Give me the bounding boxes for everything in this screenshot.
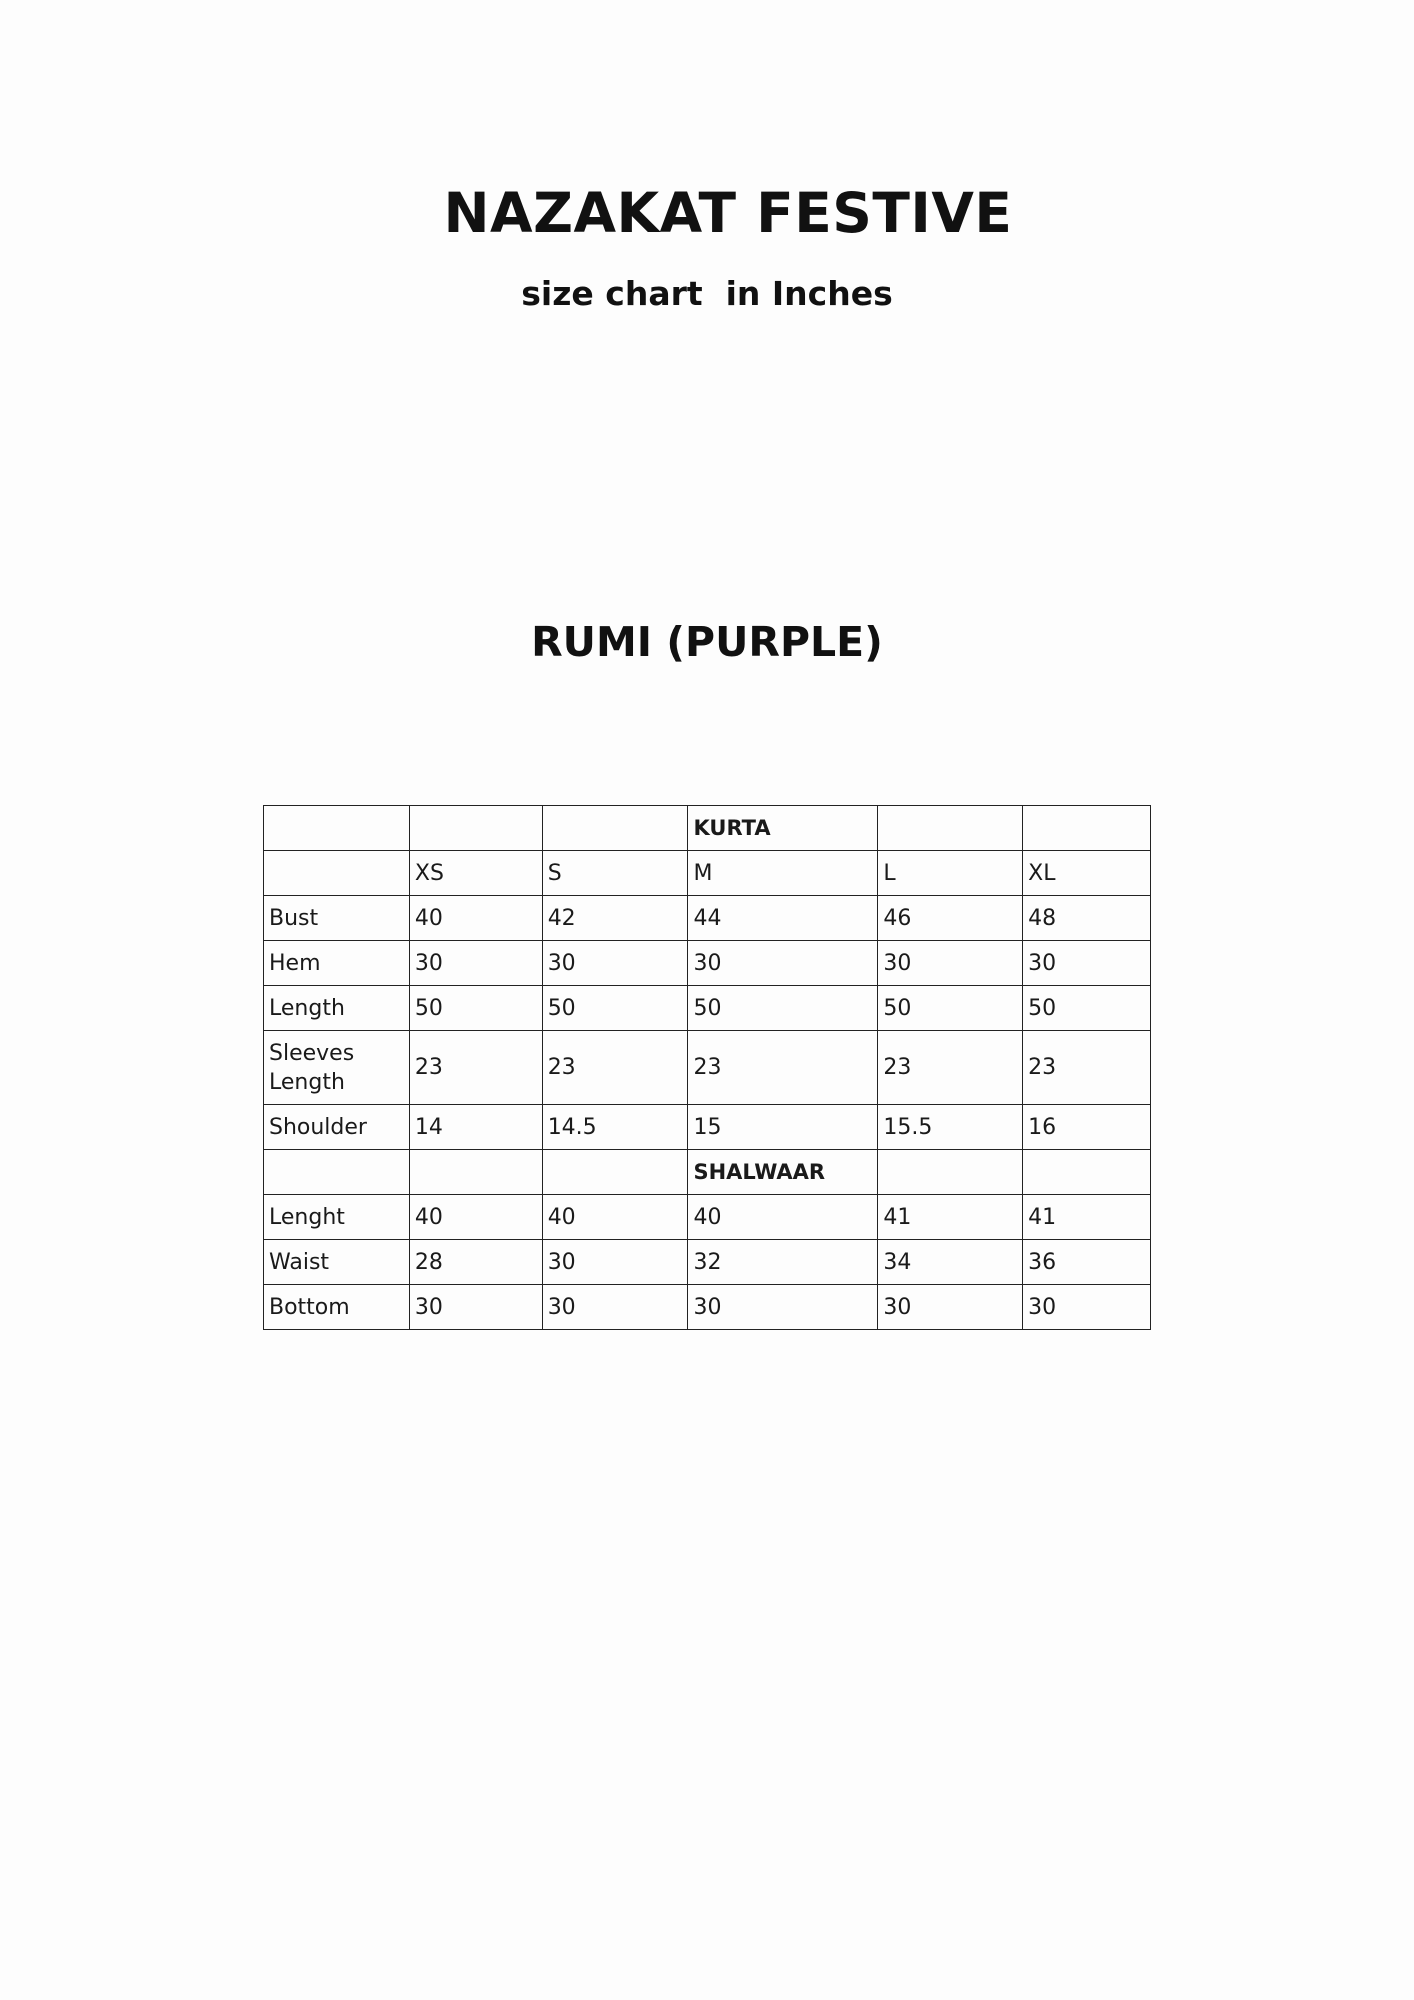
measurement-value: 46 [878, 896, 1023, 941]
table-cell [264, 1150, 410, 1195]
measurement-value: 32 [688, 1240, 878, 1285]
measurement-value: 50 [878, 986, 1023, 1031]
measurement-value: 30 [688, 941, 878, 986]
table-cell [264, 851, 410, 896]
measurement-value: 30 [542, 941, 688, 986]
table-row [264, 1195, 1151, 1240]
size-header-cell: XS [409, 851, 542, 896]
table-row [264, 941, 1151, 986]
product-name: RUMI (PURPLE) [531, 618, 883, 666]
table-row [264, 1105, 1151, 1150]
table-row [264, 1240, 1151, 1285]
measurement-value: 16 [1023, 1105, 1151, 1150]
size-header-cell: S [542, 851, 688, 896]
measurement-value: 30 [878, 1285, 1023, 1330]
size-chart-table [263, 805, 1151, 1330]
measurement-value: 30 [542, 1240, 688, 1285]
measurement-label: Hem [264, 941, 410, 986]
section-row-shalwaar [264, 1150, 1151, 1195]
measurement-label: Lenght [264, 1195, 410, 1240]
document-title: NAZAKAT FESTIVE [443, 181, 1013, 245]
measurement-value: 30 [878, 941, 1023, 986]
table-cell [878, 1150, 1023, 1195]
measurement-value: 34 [878, 1240, 1023, 1285]
measurement-value: 40 [409, 1195, 542, 1240]
table-cell [878, 806, 1023, 851]
measurement-value: 15 [688, 1105, 878, 1150]
table-row [264, 896, 1151, 941]
table-cell [264, 806, 410, 851]
measurement-value: 42 [542, 896, 688, 941]
measurement-value: 15.5 [878, 1105, 1023, 1150]
measurement-value: 41 [878, 1195, 1023, 1240]
measurement-value: 28 [409, 1240, 542, 1285]
measurement-label: Shoulder [264, 1105, 410, 1150]
measurement-value: 50 [688, 986, 878, 1031]
size-header-cell: XL [1023, 851, 1151, 896]
table-cell [1023, 806, 1151, 851]
table-cell [409, 1150, 542, 1195]
measurement-value: 30 [542, 1285, 688, 1330]
measurement-value: 23 [878, 1031, 1023, 1105]
measurement-label: Waist [264, 1240, 410, 1285]
measurement-label: Bust [264, 896, 410, 941]
table-row [264, 1285, 1151, 1330]
measurement-value: 48 [1023, 896, 1151, 941]
measurement-value: 23 [1023, 1031, 1151, 1105]
measurement-value: 40 [688, 1195, 878, 1240]
measurement-value: 30 [409, 1285, 542, 1330]
document-subtitle: size chart in Inches [521, 274, 893, 313]
table-cell [542, 1150, 688, 1195]
measurement-value: 50 [542, 986, 688, 1031]
measurement-value: 41 [1023, 1195, 1151, 1240]
measurement-value: 23 [409, 1031, 542, 1105]
table-row [264, 986, 1151, 1031]
measurement-label: Bottom [264, 1285, 410, 1330]
measurement-value: 14 [409, 1105, 542, 1150]
size-header-cell: M [688, 851, 878, 896]
measurement-value: 44 [688, 896, 878, 941]
measurement-value: 30 [409, 941, 542, 986]
measurement-value: 50 [1023, 986, 1151, 1031]
measurement-value: 23 [688, 1031, 878, 1105]
table-cell [1023, 1150, 1151, 1195]
measurement-value: 30 [1023, 1285, 1151, 1330]
measurement-label: Sleeves Length [264, 1031, 410, 1105]
measurement-value: 30 [1023, 941, 1151, 986]
measurement-value: 36 [1023, 1240, 1151, 1285]
measurement-label: Length [264, 986, 410, 1031]
measurement-value: 14.5 [542, 1105, 688, 1150]
measurement-value: 40 [542, 1195, 688, 1240]
section-row-kurta [264, 806, 1151, 851]
measurement-value: 40 [409, 896, 542, 941]
measurement-value: 23 [542, 1031, 688, 1105]
size-header-row [264, 851, 1151, 896]
section-label-kurta: KURTA [688, 806, 878, 851]
table-cell [409, 806, 542, 851]
size-header-cell: L [878, 851, 1023, 896]
measurement-value: 50 [409, 986, 542, 1031]
table-row [264, 1031, 1151, 1105]
section-label-shalwaar: SHALWAAR [688, 1150, 878, 1195]
table-cell [542, 806, 688, 851]
measurement-value: 30 [688, 1285, 878, 1330]
